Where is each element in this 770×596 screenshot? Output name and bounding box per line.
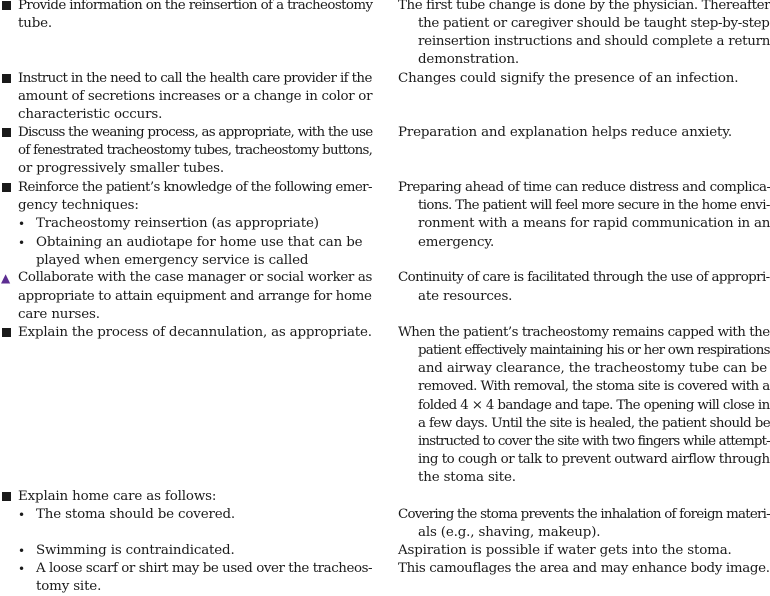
intervention-text: The stoma should be covered. bbox=[36, 507, 236, 522]
rationale-text: tions. The patient will feel more secure in the home envi- bbox=[418, 198, 770, 213]
nursing-marker-icon bbox=[2, 492, 11, 501]
rationale-text: Preparing ahead of time can reduce distress and complica- bbox=[398, 180, 770, 195]
bullet-icon: • bbox=[18, 508, 26, 522]
rationale-text: ing to cough or talk to prevent outward airflow through bbox=[418, 452, 770, 467]
intervention-text: care nurses. bbox=[18, 307, 100, 322]
rationale-text: instructed to cover the site with two fingers while attempt- bbox=[418, 434, 770, 449]
intervention-text: tomy site. bbox=[36, 579, 102, 594]
intervention-text: Discuss the weaning process, as appropriate, with the use bbox=[18, 125, 373, 140]
intervention-text: gency techniques: bbox=[18, 198, 139, 213]
rationale-text: demonstration. bbox=[418, 52, 520, 67]
intervention-text: characteristic occurs. bbox=[18, 107, 163, 122]
nursing-marker-icon bbox=[2, 128, 11, 137]
intervention-text: played when emergency service is called bbox=[36, 253, 309, 268]
collaborative-marker-icon: ▲ bbox=[1, 271, 11, 285]
bullet-icon: • bbox=[18, 217, 26, 231]
rationale-text: Aspiration is possible if water gets into the stoma. bbox=[398, 543, 732, 558]
intervention-text: Reinforce the patient’s knowledge of the following emer- bbox=[18, 180, 372, 195]
intervention-text: Tracheostomy reinsertion (as appropriate) bbox=[36, 216, 319, 231]
intervention-text: Explain home care as follows: bbox=[18, 489, 217, 504]
intervention-text: or progressively smaller tubes. bbox=[18, 161, 224, 176]
rationale-text: removed. With removal, the stoma site is covered with a bbox=[418, 379, 770, 394]
rationale-text: folded 4 × 4 bandage and tape. The opening will close in bbox=[418, 398, 770, 413]
rationale-text: The first tube change is done by the physician. Thereafter bbox=[398, 0, 770, 13]
intervention-text: Obtaining an audiotape for home use that can be bbox=[36, 235, 363, 250]
rationale-text: Covering the stoma prevents the inhalation of foreign materi- bbox=[398, 507, 770, 522]
nursing-marker-icon bbox=[2, 328, 11, 337]
rationale-text: When the patient’s tracheostomy remains capped with the bbox=[398, 325, 770, 340]
rationale-text: and airway clearance, the tracheostomy tube can be bbox=[418, 361, 768, 376]
intervention-text: of fenestrated tracheostomy tubes, tracheostomy buttons, bbox=[18, 143, 373, 158]
rationale-text: ronment with a means for rapid communication in an bbox=[418, 216, 770, 231]
rationale-text: a few days. Until the site is healed, the patient should be bbox=[418, 416, 770, 431]
rationale-text: patient effectively maintaining his or her own respirations bbox=[418, 343, 770, 358]
intervention-text: tube. bbox=[18, 16, 53, 31]
rationale-text: This camouflages the area and may enhance body image. bbox=[398, 561, 770, 576]
intervention-text: appropriate to attain equipment and arrange for home bbox=[18, 289, 372, 304]
intervention-text: Instruct in the need to call the health care provider if the bbox=[18, 71, 372, 86]
rationale-text: Changes could signify the presence of an infection. bbox=[398, 71, 739, 86]
nursing-marker-icon bbox=[2, 1, 11, 10]
rationale-text: the patient or caregiver should be taught step-by-step bbox=[418, 16, 770, 31]
intervention-text: Explain the process of decannulation, as appropriate. bbox=[18, 325, 372, 340]
rationale-text: als (e.g., shaving, makeup). bbox=[418, 525, 601, 540]
rationale-text: reinsertion instructions and should complete a return bbox=[418, 34, 770, 49]
intervention-text: Swimming is contraindicated. bbox=[36, 543, 235, 558]
rationale-text: the stoma site. bbox=[418, 470, 516, 485]
nursing-marker-icon bbox=[2, 74, 11, 83]
intervention-text: Provide information on the reinsertion of a tracheostomy bbox=[18, 0, 373, 13]
bullet-icon: • bbox=[18, 544, 26, 558]
intervention-text: A loose scarf or shirt may be used over the tracheos- bbox=[36, 561, 373, 576]
nursing-marker-icon bbox=[2, 183, 11, 192]
rationale-text: ate resources. bbox=[418, 289, 513, 304]
bullet-icon: • bbox=[18, 236, 26, 250]
bullet-icon: • bbox=[18, 562, 26, 576]
rationale-text: Continuity of care is facilitated through the use of appropri- bbox=[398, 270, 770, 285]
rationale-text: emergency. bbox=[418, 235, 495, 250]
intervention-text: Collaborate with the case manager or social worker as bbox=[18, 270, 373, 285]
rationale-text: Preparation and explanation helps reduce anxiety. bbox=[398, 125, 733, 140]
intervention-text: amount of secretions increases or a change in color or bbox=[18, 89, 373, 104]
